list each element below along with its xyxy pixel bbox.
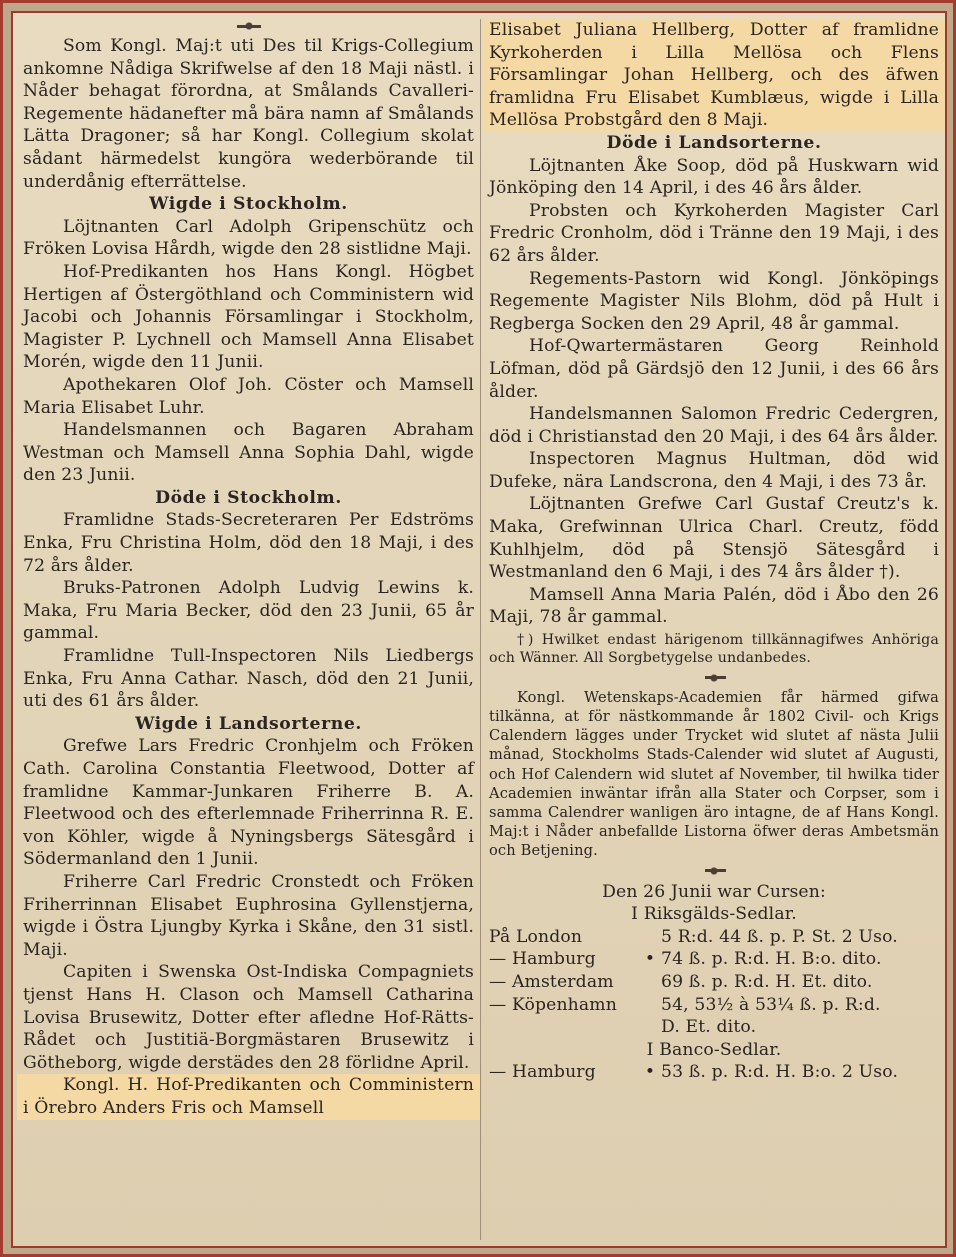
section-heading-deaths-provinces: Döde i Landsorterne. [606,132,822,153]
left-column-text [23,35,474,1120]
exchange-row [489,994,939,1017]
notice-paragraph: Capiten i Swenska Ost-Indiska Compagniets tjenst Hans H. Clason och Mamsell Catharina Lovisa Brusewitz, Dotter efter afledne Hof-Rätts-Rådet och Justitiä-Borgmästaren Brusewitz i Götheborg, wigde derstädes den 28 förlidne April. [23,962,474,1073]
exchange-heading: Den 26 Junii war Cursen: [602,881,826,902]
death-notice: Hof-Qwartermästaren Georg Reinhold Löfman, död på Gärdsjö den 12 Junii, i des 66 års ålder. [489,336,939,402]
ornament-icon [702,865,726,877]
right-column [489,19,939,1240]
section-heading: Döde i Stockholm. [155,487,342,508]
exchange-value: 69 ß. p. R:d. H. Et. dito. [661,972,873,993]
riksgalds-heading: I Riksgälds-Sedlar. [631,904,797,925]
academy-notice: Kongl. Wetenskaps-Academien får härmed gifwa tilkänna, at för nästkommande år 1802 Civil- och Krigs Calendern lägges under Trycket wid slutet af nästa Julii månad, Stockholms Stads-Calender wid slutet af Augusti, och Hof Calendern wid slutet af November, til hwilka tider Academien inwäntar ifrån alla Stater och Corpser, som i samma Calendrer wanligen äro intagne, de af Hans Kongl. Maj:t i Nåder anbefallde Listorna öfwer deras Ambetsmän och Betjening. [489,688,939,860]
exchange-value: 74 ß. p. R:d. H. B:o. dito. [661,949,882,970]
notice-paragraph: Friherre Carl Fredric Cronstedt och Fröken Friherrinnan Elisabet Euphrosina Gyllenstjerna, wigde i Östra Ljungby Kyrka i Skåne, den 31 sistl. Maji. [23,871,474,960]
exchange-value: D. Et. dito. [661,1017,757,1038]
exchange-row [489,948,939,971]
notice-paragraph: Framlidne Tull-Inspectoren Nils Liedbergs Enka, Fru Anna Cathar. Nasch, död den 21 Junii, uti des 61 års ålder. [23,646,474,712]
death-notice: Probsten och Kyrkoherden Magister Carl Fredric Cronholm, död i Tränne den 19 Maji, i des 62 års ålder. [489,200,939,266]
section-heading: Wigde i Landsorterne. [135,713,362,734]
death-notice: Löjtnanten Grefwe Carl Gustaf Creutz's k. Maka, Grefwinnan Ulrica Charl. Creutz, född Kuhlhjelm, död på Stensjö Sätesgård i Westmanland den 6 Maji, i des 74 års ålder †). [489,494,939,583]
left-column [23,19,474,1240]
exchange-row-continuation [489,1016,939,1039]
exchange-place: — Amsterdam [489,972,614,993]
exchange-value: 54, 53½ à 53¼ ß. p. R:d. [661,994,881,1015]
footnote: †) Hwilket endast härigenom tillkännagifwes Anhöriga och Wänner. All Sorgbetygelse undanbedes. [489,632,939,667]
exchange-place: På London [489,926,583,947]
exchange-rates-riksgalds [489,926,939,1039]
ornament-icon [234,19,264,33]
exchange-symbol [639,971,661,994]
exchange-symbol: • [644,949,656,970]
notice-paragraph: Handelsmannen och Bagaren Abraham Westman och Mamsell Anna Sophia Dahl, wigde den 23 Junii. [23,420,474,486]
marriage-notice-continuation: Elisabet Juliana Hellberg, Dotter af framlidne Kyrkoherden i Lilla Mellösa och Flens Församlingar Johan Hellberg, och des äfwen framlidna Fru Elisabet Kumblæus, wigde i Lilla Mellösa Probstgård den 8 Maji. [483,19,945,132]
exchange-value: 53 ß. p. R:d. H. B:o. 2 Uso. [661,1062,899,1083]
notice-paragraph: Bruks-Patronen Adolph Ludvig Lewins k. Maka, Fru Maria Becker, död den 23 Junii, 65 år gammal. [23,578,474,644]
exchange-place: — Hamburg [489,1062,596,1083]
section-heading: Wigde i Stockholm. [149,194,348,215]
ornament-icon [702,672,726,684]
notice-paragraph: Hof-Predikanten hos Hans Kongl. Högbet Hertigen af Östergöthland och Comministern wid Jacobi och Johannis Församlingar i Stockholm, Magister P. Lychnell och Mamsell Anna Elisabet Morén, wigde den 11 Junii. [23,261,474,373]
death-notice: Mamsell Anna Maria Palén, död i Åbo den 26 Maji, 78 år gammal. [489,584,939,628]
notice-paragraph: Grefwe Lars Fredric Cronhjelm och Fröken Cath. Carolina Constantia Fleetwood, Dotter af framlidne Kammar-Junkaren Friherre B. A. Fleetwood och des efterlemnade Friherrinna R. E. von Köhler, wigde å Nyningsbergs Sätesgård i Södermanland den 1 Junii. [23,736,474,870]
death-notice: Handelsmannen Salomon Fredric Cedergren, död i Christianstad den 20 Maji, i des 64 års ålder. [489,404,939,447]
death-notice: Inspectoren Magnus Hultman, död wid Dufeke, nära Landscrona, den 4 Maji, i des 73 år. [489,449,939,492]
exchange-symbol [639,926,661,949]
exchange-row [489,1061,939,1084]
notice-paragraph: Som Kongl. Maj:t uti Des til Krigs-Collegium ankomne Nådiga Skrifwelse af den 18 Maji nästl. i Nåder behagat förordna, at Smålands Cavalleri-Regemente hädanefter må bära namn af Smålands Lätta Dragoner; så har Kongl. Collegium skolat sådant härmedelst kungöra wederbörande til underdånig efterrättelse. [23,36,474,192]
banco-heading: I Banco-Sedlar. [646,1039,782,1060]
exchange-rates-banco [489,1061,939,1084]
death-notice: Löjtnanten Åke Soop, död på Huskwarn wid Jönköping den 14 April, i des 46 års ålder. [489,155,939,199]
notice-paragraph: Löjtnanten Carl Adolph Gripenschütz och Fröken Lovisa Hårdh, wigde den 28 sistlidne Maji. [23,216,474,260]
notice-paragraph: Framlidne Stads-Secreteraren Per Edströms Enka, Fru Christina Holm, död den 18 Maji, i des 72 års ålder. [23,510,474,576]
column-divider [480,19,481,1240]
notice-paragraph: Apothekaren Olof Joh. Cöster och Mamsell Maria Elisabet Luhr. [23,374,474,418]
exchange-value: 5 R:d. 44 ß. p. P. St. 2 Uso. [661,926,898,947]
death-notice: Regements-Pastorn wid Kongl. Jönköpings Regemente Magister Nils Blohm, död på Hult i Regberga Socken den 29 April, 48 år gammal. [489,268,939,334]
newspaper-page [11,11,947,1248]
exchange-symbol [639,994,661,1017]
exchange-symbol: • [644,1062,656,1083]
exchange-place: — Hamburg [489,949,596,970]
exchange-row [489,971,939,994]
marriage-notice-highlighted: Kongl. H. Hof-Predikanten och Comministern i Örebro Anders Fris och Mamsell [17,1074,480,1119]
exchange-place: — Köpenhamn [489,994,617,1015]
exchange-row [489,926,939,949]
